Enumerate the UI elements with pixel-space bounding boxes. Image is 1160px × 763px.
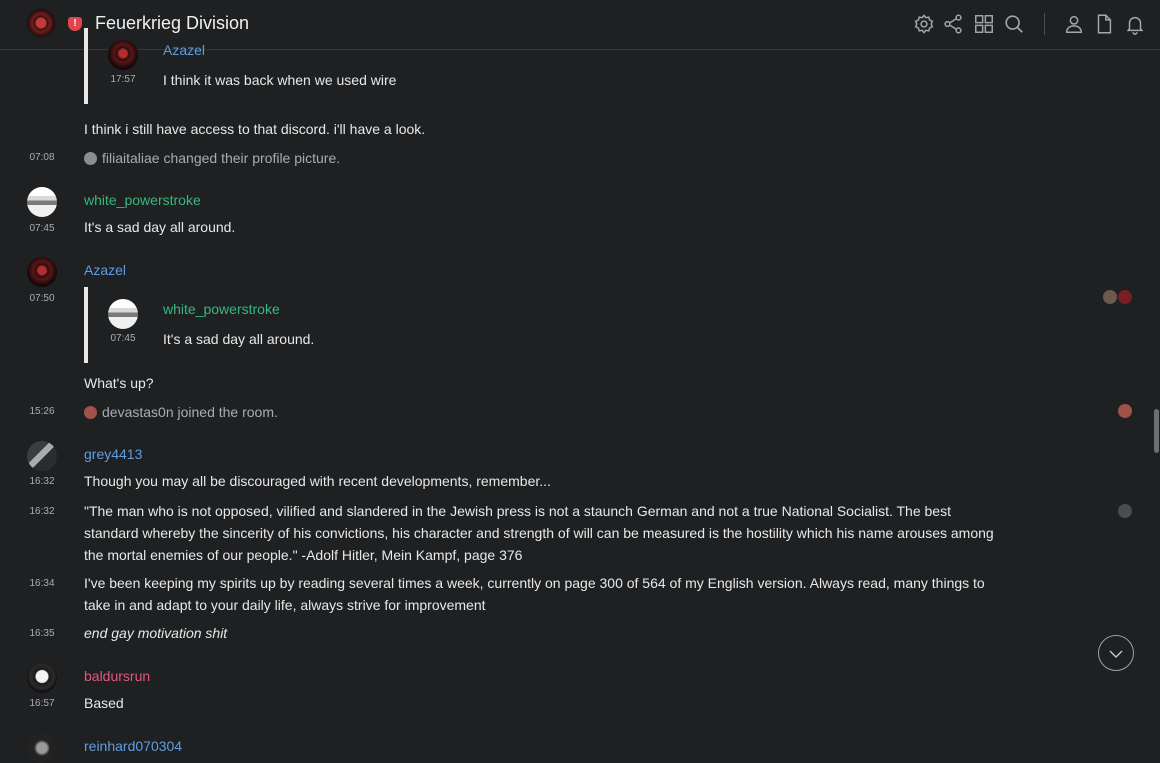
sender-name[interactable]: reinhard070304 — [84, 738, 183, 754]
message-text: end gay motivation shit — [84, 625, 228, 641]
timestamp: 07:50 — [29, 293, 55, 304]
avatar[interactable] — [108, 40, 138, 70]
share-icon[interactable] — [942, 13, 964, 35]
message-text: It's a sad day all around. — [84, 219, 236, 235]
timestamp: 17:57 — [110, 74, 136, 85]
event-text: filiaitaliae changed their profile picture. — [102, 150, 341, 166]
header-divider — [1044, 13, 1045, 35]
avatar[interactable] — [27, 187, 57, 217]
timestamp: 07:45 — [29, 223, 55, 234]
message-text: It's a sad day all around. — [163, 331, 315, 347]
files-icon[interactable] — [1093, 13, 1115, 35]
membership-event — [84, 150, 340, 166]
room-title[interactable]: Feuerkrieg Division — [95, 13, 250, 33]
message-text: Though you may all be discouraged with recent developments, remember... — [84, 473, 551, 489]
message-text: I've been keeping my spirits up by reading several times a week, currently on page 300 of 564 of my English version. Always read, many things to take in and adapt to your daily life, always strive for improvement — [84, 575, 985, 613]
message-text: I think i still have access to that discord. i'll have a look. — [84, 121, 426, 137]
timestamp: 16:34 — [29, 578, 55, 589]
avatar[interactable] — [27, 663, 57, 693]
avatar[interactable] — [108, 299, 138, 329]
reply-quote[interactable] — [84, 28, 588, 104]
jump-to-bottom-button[interactable] — [1098, 635, 1134, 671]
avatar[interactable] — [27, 257, 57, 287]
sender-name[interactable]: baldursrun — [84, 668, 151, 684]
sender-name[interactable]: Azazel — [163, 42, 206, 58]
shield-icon: ! — [68, 17, 82, 31]
read-receipt-avatar[interactable] — [1118, 404, 1132, 418]
timeline[interactable] — [0, 42, 1160, 754]
message-text: Based — [84, 695, 124, 711]
read-receipt-avatar[interactable] — [1118, 504, 1132, 518]
sender-name[interactable]: white_powerstroke — [163, 301, 280, 317]
avatar — [84, 406, 97, 419]
search-icon[interactable] — [1003, 13, 1025, 35]
widgets-icon[interactable] — [973, 13, 995, 35]
settings-icon[interactable] — [913, 13, 935, 35]
timestamp: 16:35 — [29, 628, 55, 639]
notifications-icon[interactable] — [1124, 13, 1146, 35]
message-text: What's up? — [84, 375, 154, 391]
avatar[interactable] — [27, 441, 57, 471]
reply-quote[interactable] — [84, 287, 588, 363]
membership-event — [84, 404, 278, 420]
sender-name[interactable]: grey4413 — [84, 446, 143, 462]
scrollbar-thumb[interactable] — [1154, 409, 1159, 453]
avatar — [84, 152, 97, 165]
sender-name[interactable]: white_powerstroke — [84, 192, 201, 208]
timestamp: 16:57 — [29, 698, 55, 709]
message-text: I think it was back when we used wire — [163, 72, 397, 88]
timestamp: 16:32 — [29, 506, 55, 517]
avatar[interactable] — [27, 733, 57, 763]
read-receipt-avatar[interactable] — [1118, 290, 1132, 304]
message-text: "The man who is not opposed, vilified and slandered in the Jewish press is not a staunch German and not a true National Socialist. The best standard whereby the sincerity of his convictions, his character and strength of will can be measured is the hostility which his name arouses among the mortal enemies of our people." -Adolf Hitler, Mein Kampf, page 376 — [84, 503, 994, 563]
chevron-down-icon — [1107, 645, 1125, 663]
timestamp: 07:45 — [110, 333, 136, 344]
read-receipt-avatar[interactable] — [1103, 290, 1117, 304]
timestamp: 16:32 — [29, 476, 55, 487]
room-avatar[interactable] — [27, 9, 55, 37]
timestamp: 07:08 — [29, 152, 55, 163]
sender-name[interactable]: Azazel — [84, 262, 127, 278]
people-icon[interactable] — [1063, 13, 1085, 35]
timestamp: 15:26 — [29, 406, 55, 417]
event-text: devastas0n joined the room. — [102, 404, 278, 420]
